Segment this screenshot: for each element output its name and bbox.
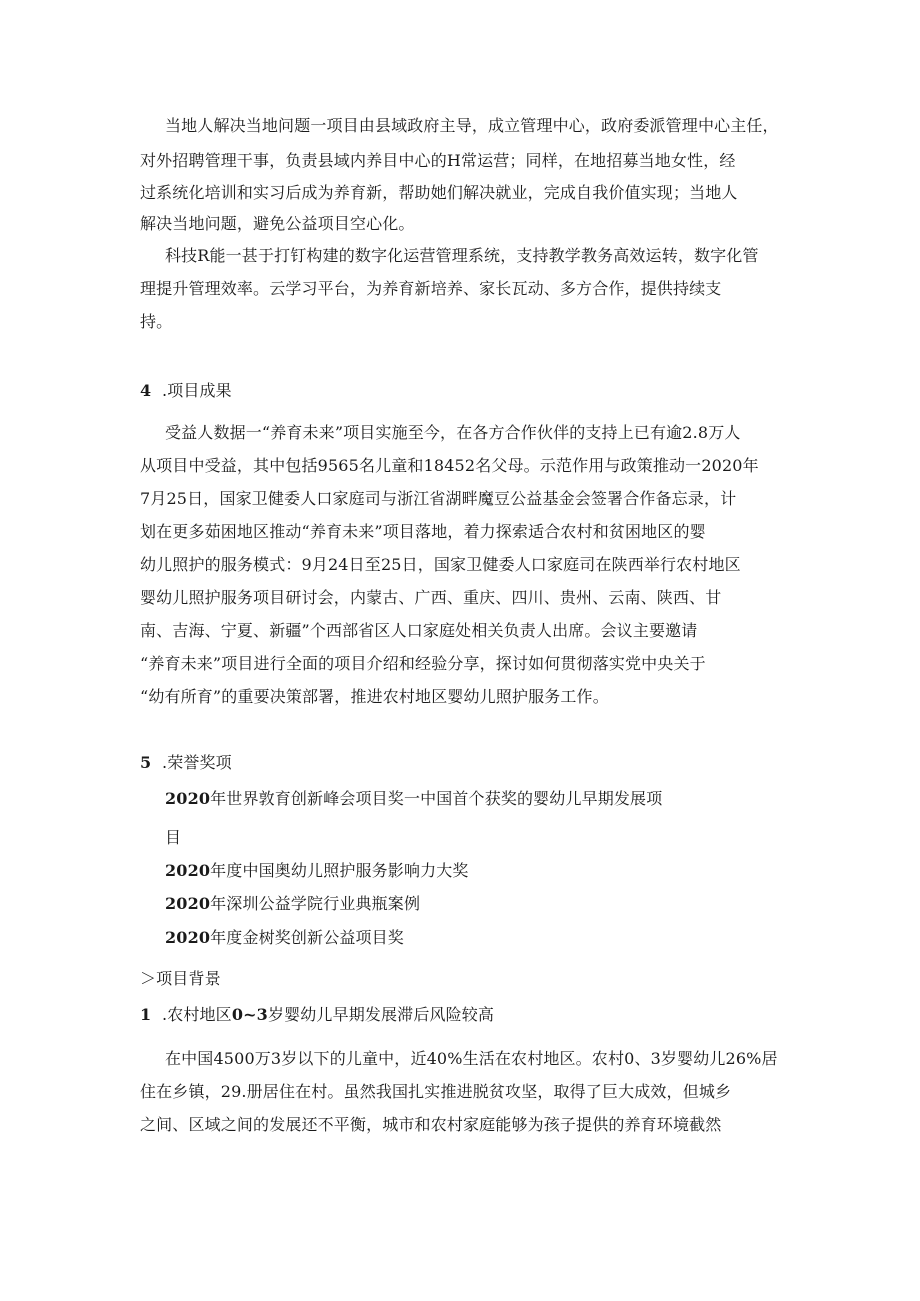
award-item xyxy=(165,928,815,948)
section-title: .项目成果 xyxy=(162,381,232,400)
paragraph-line: 7月25日，国家卫健委人口家庭司与浙江省湖畔魔豆公益基金会签署合作备忘录，计 xyxy=(140,489,737,508)
award-text: 年度中国奥幼儿照护服务影响力大奖 xyxy=(210,861,469,880)
paragraph-line: 住在乡镇，29.册居住在村。虽然我国扎实推进脱贫攻坚，取得了巨大成效，但城乡 xyxy=(140,1082,732,1101)
section-number: 1 xyxy=(140,1005,152,1024)
paragraph-line: 南、吉海、宁夏、新疆”个西部省区人口家庭处相关负责人出席。会议主要邀请 xyxy=(140,621,698,640)
section-title-suffix: 岁婴幼儿早期发展滞后风险较高 xyxy=(267,1005,495,1024)
section-number: 5 xyxy=(140,753,152,772)
award-text: 年度金树奖创新公益项目奖 xyxy=(210,928,404,947)
paragraph-line: 过系统化培训和实习后成为养育新，帮助她们解决就业，完成自我价值实现；当地人 xyxy=(140,183,738,202)
award-item xyxy=(165,861,815,881)
paragraph-line: 解决当地问题，避免公益项目空心化。 xyxy=(140,214,415,233)
section-title-prefix: .农村地区 xyxy=(162,1005,232,1024)
paragraph-line: 受益人数据一“养育未来”项目实施至今，在各方合作伙伴的支持上已有逾2.8万人 xyxy=(165,423,741,442)
award-text: 年世界敦育创新峰会项目奖一中国首个获奖的婴幼儿早期发展项 xyxy=(210,789,663,808)
section-title-bold: 0~3 xyxy=(231,1005,268,1024)
paragraph-line: 之间、区域之间的发展还不平衡，城市和农村家庭能够为孩子提供的养育环境截然 xyxy=(140,1115,722,1134)
paragraph-line: 划在更多茹困地区推动“养育未来”项目落地，着力探索适合农村和贫困地区的婴 xyxy=(140,522,706,541)
paragraph-line: 理提升管理效率。云学习平台，为养育新培养、家长瓦动、多方合作，提供持续支 xyxy=(140,279,722,298)
section-heading xyxy=(140,1005,790,1025)
section-title: .荣誉奖项 xyxy=(162,753,232,772)
paragraph-line: 幼儿照护的服务模式：9月24日至25日，国家卫健委人口家庭司在陕西举行农村地区 xyxy=(140,555,741,574)
paragraph-line: “养育未来”项目进行全面的项目介绍和经验分享，探讨如何贯彻落实党中央关于 xyxy=(140,654,706,673)
award-year: 2020 xyxy=(165,928,211,947)
award-item xyxy=(165,894,815,914)
award-year: 2020 xyxy=(165,861,211,880)
award-item xyxy=(165,789,815,809)
award-year: 2020 xyxy=(165,894,211,913)
paragraph-line: “幼有所育”的重要决策部署，推进农村地区婴幼儿照护服务工作。 xyxy=(140,687,609,706)
section-number: 4 xyxy=(140,381,152,400)
paragraph-line: 当地人解决当地问题一项目由县域政府主导，成立管理中心，政府委派管理中心主任， xyxy=(165,116,779,135)
paragraph-line: 在中国4500万3岁以下的儿童中，近40%生活在农村地区。农村0、3岁婴幼儿26%居 xyxy=(165,1049,778,1068)
background-heading: ＞项目背景 xyxy=(140,969,221,988)
award-item-wrap: 目 xyxy=(165,828,182,847)
paragraph-line: 婴幼儿照护服务项目研讨会，内蒙古、广西、重庆、四川、贵州、云南、陕西、甘 xyxy=(140,588,722,607)
paragraph-line: 科技R能一甚于打钉构建的数字化运营管理系统，支持教学教务高效运转，数字化管 xyxy=(165,246,759,265)
award-text: 年深圳公益学院行业典瓶案例 xyxy=(210,894,421,913)
paragraph-line: 从项目中受益，其中包括9565名儿童和18452名父母。示范作用与政策推动一2020年 xyxy=(140,456,759,475)
award-year: 2020 xyxy=(165,789,211,808)
section-heading xyxy=(140,381,790,401)
paragraph-line: 对外招聘管理干事，负责县域内养目中心的H常运营；同样，在地招募当地女性，经 xyxy=(140,151,736,170)
section-heading xyxy=(140,753,790,773)
paragraph-line: 持。 xyxy=(140,312,173,331)
